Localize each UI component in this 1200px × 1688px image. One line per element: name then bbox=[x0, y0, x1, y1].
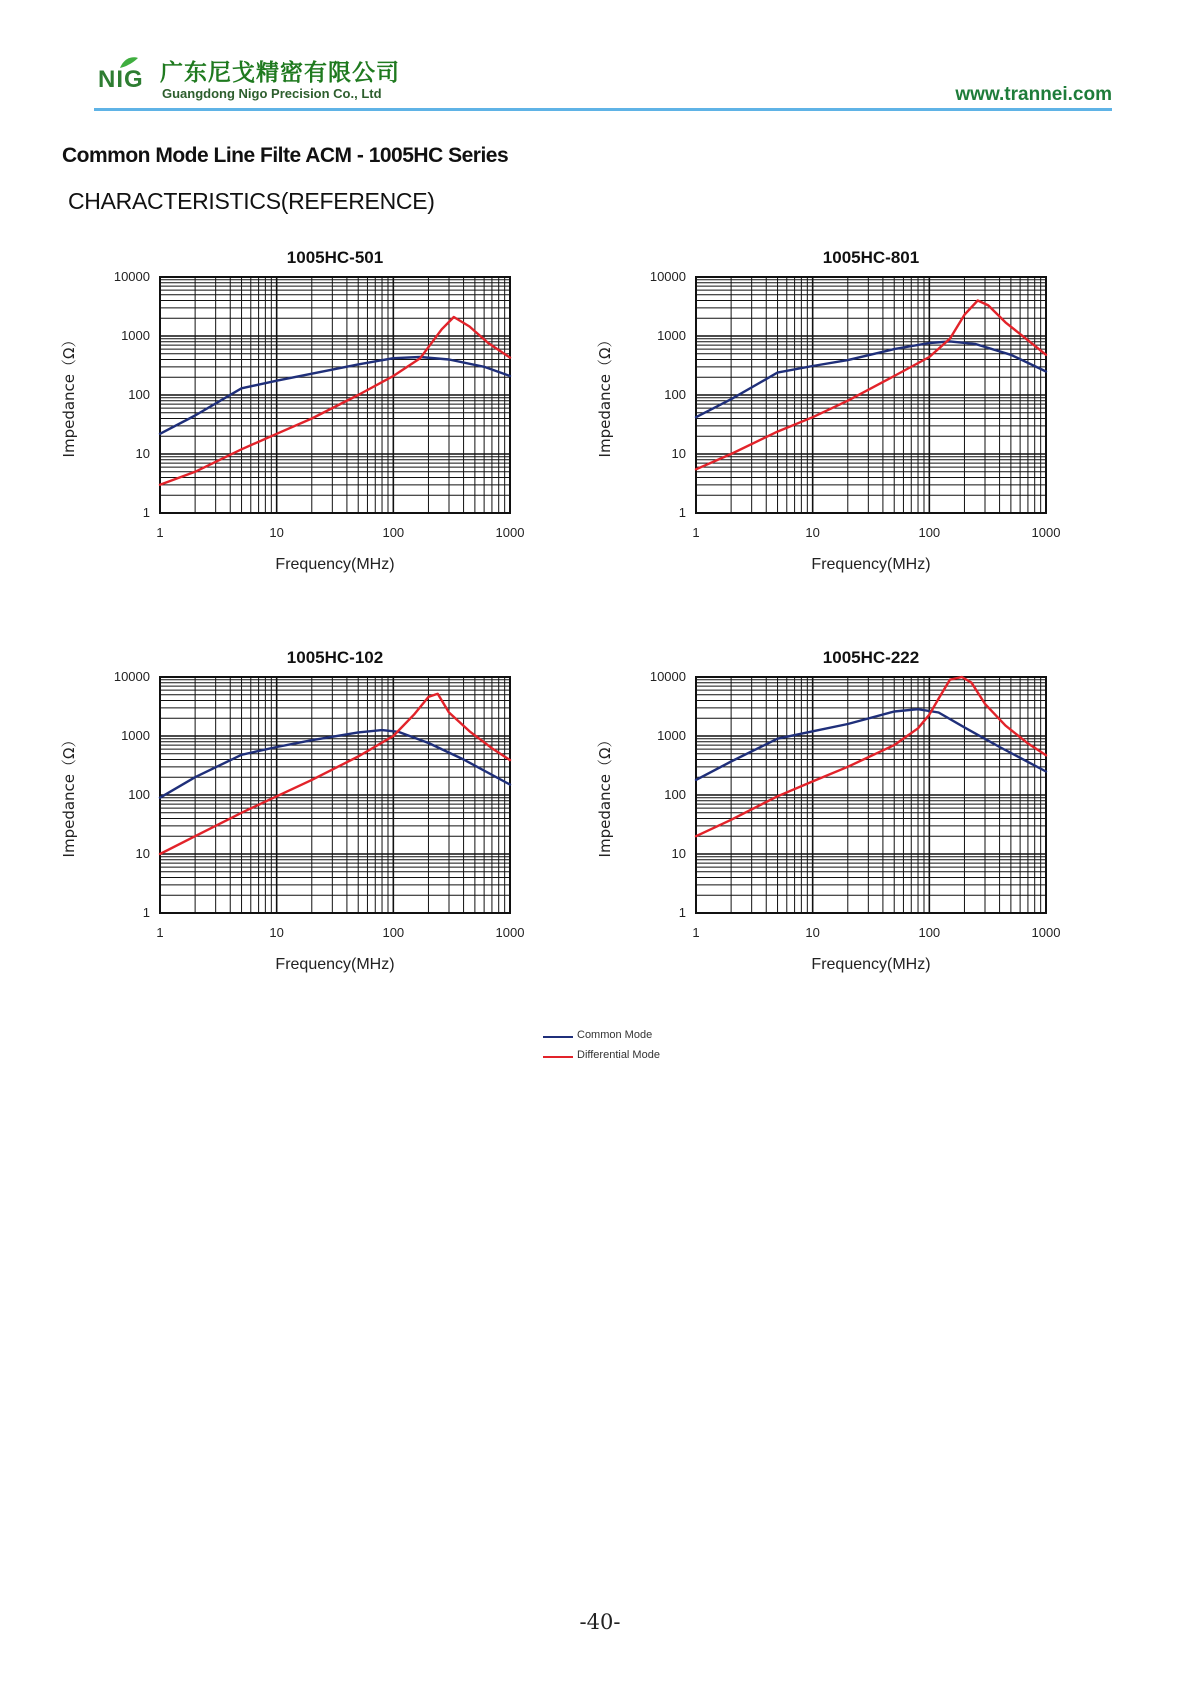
x-tick-label: 1000 bbox=[495, 525, 525, 540]
y-tick-label: 10000 bbox=[649, 269, 686, 284]
y-axis-label: Impedance（Ω） bbox=[596, 732, 614, 858]
header-divider bbox=[94, 108, 1112, 111]
chart-panel-1005hc-501 bbox=[40, 235, 600, 625]
legend-label-differential-mode: Differential Mode bbox=[577, 1049, 660, 1061]
y-tick-label: 1000 bbox=[121, 728, 150, 743]
x-tick-label: 10 bbox=[269, 525, 284, 540]
x-tick-label: 10 bbox=[269, 925, 284, 940]
impedance-chart-1005hc-801 bbox=[576, 235, 1136, 625]
company-name-chinese: 广东尼戈精密有限公司 bbox=[160, 59, 400, 86]
x-tick-label: 10 bbox=[805, 525, 820, 540]
chart-title: 1005HC-801 bbox=[822, 248, 920, 267]
y-tick-label: 100 bbox=[128, 787, 150, 802]
x-tick-label: 1 bbox=[692, 525, 700, 540]
impedance-chart-1005hc-501 bbox=[40, 235, 600, 625]
x-tick-label: 1 bbox=[156, 925, 164, 940]
x-tick-label: 10 bbox=[805, 925, 820, 940]
y-tick-label: 10000 bbox=[113, 669, 150, 684]
x-axis-label: Frequency(MHz) bbox=[275, 556, 395, 573]
impedance-chart-1005hc-222 bbox=[576, 635, 1136, 1025]
legend-label-common-mode: Common Mode bbox=[577, 1029, 653, 1041]
section-title: CHARACTERISTICS(REFERENCE) bbox=[68, 188, 435, 214]
chart-panel-1005hc-102 bbox=[40, 635, 600, 1025]
y-axis-label: Impedance（Ω） bbox=[60, 732, 78, 858]
company-logo bbox=[98, 56, 158, 100]
y-tick-label: 1000 bbox=[657, 328, 686, 343]
y-axis-label: Impedance（Ω） bbox=[596, 332, 614, 458]
y-tick-label: 10000 bbox=[649, 669, 686, 684]
y-tick-label: 1 bbox=[678, 505, 686, 520]
chart-title: 1005HC-501 bbox=[286, 248, 384, 267]
document-title: Common Mode Line Filte ACM - 1005HC Series bbox=[62, 144, 509, 167]
x-tick-label: 1 bbox=[156, 525, 164, 540]
page-number: -40- bbox=[579, 1610, 621, 1634]
x-axis-label: Frequency(MHz) bbox=[811, 956, 931, 973]
chart-title: 1005HC-102 bbox=[286, 648, 384, 667]
y-tick-label: 10000 bbox=[113, 269, 150, 284]
chart-title: 1005HC-222 bbox=[822, 648, 920, 667]
legend-swatch-differential-mode bbox=[543, 1056, 573, 1058]
logo-text: NIG bbox=[98, 66, 144, 93]
x-tick-label: 1 bbox=[692, 925, 700, 940]
y-tick-label: 1000 bbox=[657, 728, 686, 743]
y-tick-label: 1 bbox=[142, 505, 150, 520]
website-link[interactable]: www.trannei.com bbox=[955, 84, 1112, 105]
chart-panel-1005hc-801 bbox=[576, 235, 1136, 625]
x-axis-label: Frequency(MHz) bbox=[811, 556, 931, 573]
y-tick-label: 1 bbox=[142, 905, 150, 920]
y-axis-label: Impedance（Ω） bbox=[60, 332, 78, 458]
y-tick-label: 1 bbox=[678, 905, 686, 920]
y-tick-label: 10 bbox=[135, 446, 150, 461]
company-name-english: Guangdong Nigo Precision Co., Ltd bbox=[162, 86, 382, 101]
x-tick-label: 1000 bbox=[1031, 525, 1061, 540]
x-tick-label: 1000 bbox=[1031, 925, 1061, 940]
x-tick-label: 1000 bbox=[495, 925, 525, 940]
y-tick-label: 10 bbox=[135, 846, 150, 861]
legend-swatch-common-mode bbox=[543, 1036, 573, 1038]
y-tick-label: 100 bbox=[664, 787, 686, 802]
chart-panel-1005hc-222 bbox=[576, 635, 1136, 1025]
y-tick-label: 10 bbox=[671, 846, 686, 861]
x-tick-label: 100 bbox=[918, 525, 941, 540]
x-tick-label: 100 bbox=[382, 525, 405, 540]
impedance-chart-1005hc-102 bbox=[40, 635, 600, 1025]
y-tick-label: 100 bbox=[128, 387, 150, 402]
x-axis-label: Frequency(MHz) bbox=[275, 956, 395, 973]
x-tick-label: 100 bbox=[382, 925, 405, 940]
page-header bbox=[0, 0, 1200, 120]
x-tick-label: 100 bbox=[918, 925, 941, 940]
y-tick-label: 1000 bbox=[121, 328, 150, 343]
y-tick-label: 10 bbox=[671, 446, 686, 461]
chart-legend bbox=[543, 1025, 743, 1069]
y-tick-label: 100 bbox=[664, 387, 686, 402]
